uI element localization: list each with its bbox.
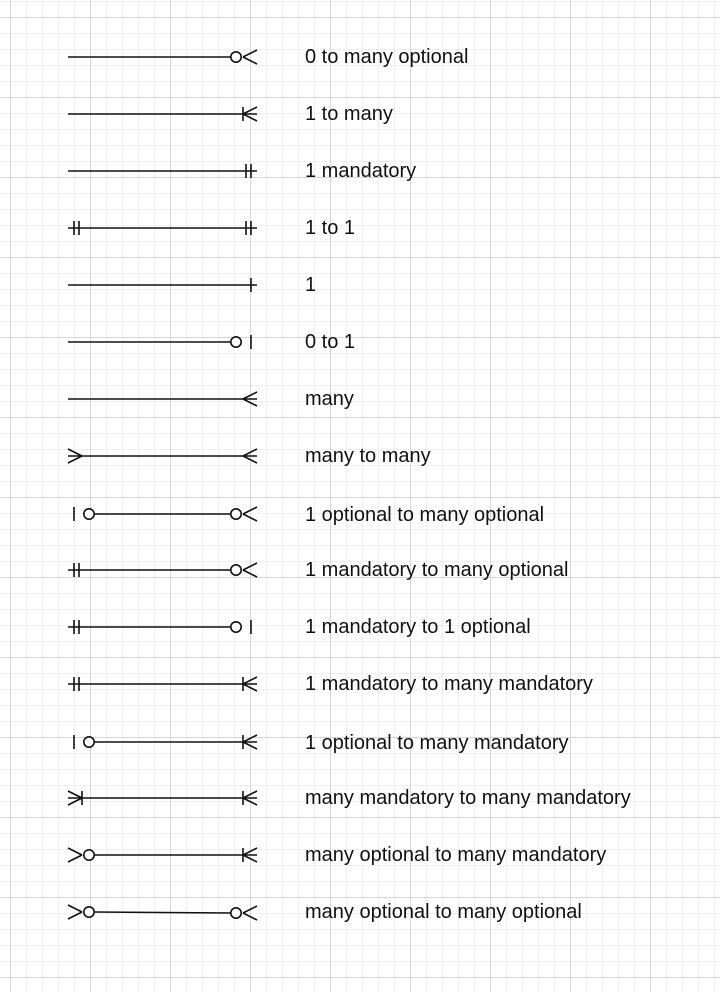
row-label-many-optional-to-many-mandatory: many optional to many mandatory [305,844,607,866]
notation-symbol-many-mandatory-to-many-mandatory [68,791,257,805]
notation-symbol-1-mandatory-to-1-optional [68,620,251,634]
notation-symbol-1 [68,278,257,292]
notation-symbol-1-optional-to-many-mandatory [74,735,257,749]
row-label-many: many [305,388,354,410]
notation-symbol-0-to-many-optional [68,50,257,64]
notation-symbol-many-optional-to-many-mandatory [68,848,257,862]
notation-symbol-1-to-1 [68,221,257,235]
notation-symbol-1-optional-to-many-optional [74,507,257,521]
row-label-many-to-many: many to many [305,445,431,467]
row-label-1-to-many: 1 to many [305,103,393,125]
row-label-1-optional-to-many-optional: 1 optional to many optional [305,504,545,526]
notation-symbol-0-to-1 [68,335,251,349]
notation-symbol-many-to-many [68,449,257,463]
row-label-many-optional-to-many-optional: many optional to many optional [305,901,582,923]
row-label-1: 1 [305,274,317,296]
row-label-1-mandatory-to-1-optional: 1 mandatory to 1 optional [305,616,531,638]
row-label-1-mandatory-to-many-mandatory: 1 mandatory to many mandatory [305,673,593,695]
row-label-1-mandatory-to-many-optional: 1 mandatory to many optional [305,559,569,581]
notation-symbol-many [68,392,257,406]
row-label-1-optional-to-many-mandatory: 1 optional to many mandatory [305,732,569,754]
notation-symbol-1-mandatory-to-many-mandatory [68,677,257,691]
notation-symbol-1-mandatory-to-many-optional [68,563,257,577]
row-label-0-to-many-optional: 0 to many optional [305,46,469,68]
notation-symbol-1-mandatory [68,164,257,178]
notation-symbol-many-optional-to-many-optional [68,905,257,920]
notation-symbol-1-to-many [68,107,257,121]
row-label-0-to-1: 0 to 1 [305,331,356,353]
row-label-many-mandatory-to-many-mandatory: many mandatory to many mandatory [305,787,631,809]
row-label-1-mandatory: 1 mandatory [305,160,417,182]
row-label-1-to-1: 1 to 1 [305,217,356,239]
